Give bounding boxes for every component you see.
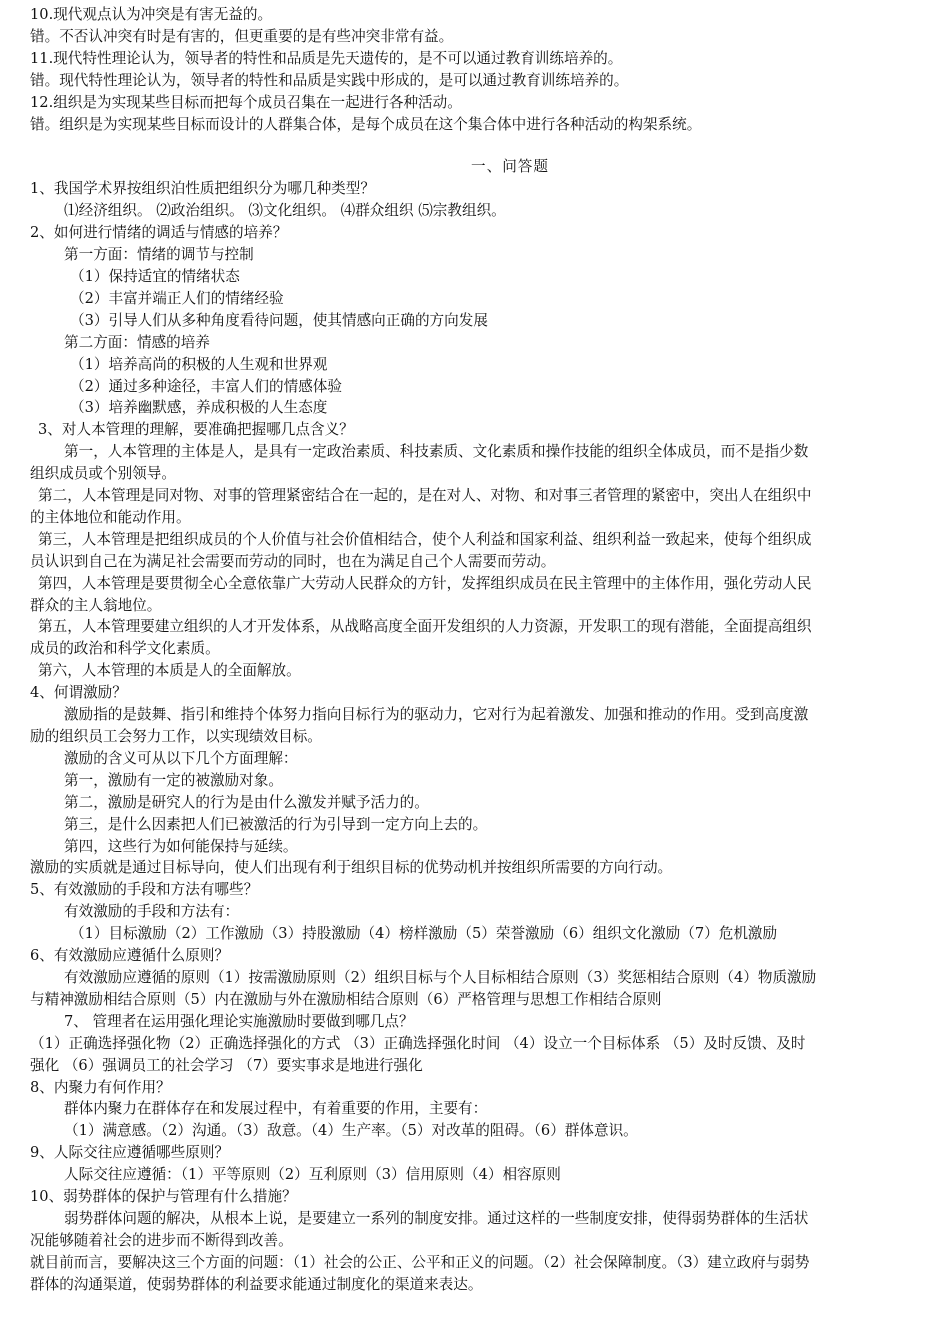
q8-title: 8、内聚力有何作用？ [30, 1078, 171, 1096]
q4-item: 第二，激励是研究人的行为是由什么激发并赋予活力的。 [64, 793, 429, 811]
q3-point-6: 第六，人本管理的本质是人的全面解放。 [38, 662, 301, 680]
q3-point-3-cont: 员认识到自己在为满足社会需要而劳动的同时，也在为满足自己个人需要而劳动。 [30, 552, 556, 570]
q4-item: 第一，激励有一定的被激励对象。 [64, 771, 283, 789]
q4-definition-cont: 励的组织员工会努力工作，以实现绩效目标。 [30, 728, 322, 745]
q2-part2: 第二方面：情感的培养 [64, 333, 210, 351]
tf-answer-12: 错。组织是为实现某些目标而设计的人群集合体，是每个成员在这个集合体中进行各种活动的构架系统。 [30, 115, 702, 133]
q7-title: 7、 管理者在运用强化理论实施激励时要做到哪几点？ [64, 1012, 414, 1030]
q4-item: 第四，这些行为如何能保持与延续。 [64, 837, 298, 855]
q10-title: 10、弱势群体的保护与管理有什么措施？ [30, 1188, 297, 1206]
q4-definition: 激励指的是鼓舞、指引和维持个体努力指向目标行为的驱动力，它对行为起着激发、加强和推动的作用。受到高度激 [64, 706, 809, 724]
q6-answer: 有效激励应遵循的原则（1）按需激励原则（2）组织目标与个人目标相结合原则（3）奖惩相结合原则（4）物质激励 [64, 968, 817, 986]
q10-para-2-cont: 群体的沟通渠道，使弱势群体的利益要求能通过制度化的渠道来表达。 [30, 1275, 483, 1293]
q9-answer: 人际交往应遵循：（1）平等原则（2）互利原则（3）信用原则（4）相容原则 [64, 1166, 561, 1184]
tf-answer-11: 错。现代特性理论认为，领导者的特性和品质是实践中形成的，是可以通过教育训练培养的。 [30, 71, 629, 89]
q3-point-5: 第五，人本管理要建立组织的人才开发体系，从战略高度全面开发组织的人力资源，开发职工的现有潜能，全面提高组织 [38, 618, 812, 636]
q2-part1-item: （3）引导人们从多种角度看待问题，使其情感向正确的方向发展 [70, 311, 488, 329]
q2-title: 2、如何进行情绪的调适与情感的培养？ [30, 224, 288, 242]
q5-list: （1）目标激励（2）工作激励（3）持股激励（4）榜样激励（5）荣誉激励（6）组织文化激励（7）危机激励 [70, 925, 778, 943]
q3-point-1: 第一，人本管理的主体是人，是具有一定政治素质、科技素质、文化素质和操作技能的组织全体成员，而不是指少数 [64, 443, 809, 461]
q4-essence: 激励的实质就是通过目标导向，使人们出现有利于组织目标的优势动机并按组织所需要的方向行动。 [30, 859, 673, 877]
tf-question-11: 11.现代特性理论认为，领导者的特性和品质是先天遗传的，是不可以通过教育训练培养的。 [30, 49, 623, 67]
q5-intro: 有效激励的手段和方法有： [64, 903, 240, 921]
q3-point-5-cont: 成员的政治和科学文化素质。 [30, 640, 220, 658]
q9-title: 9、人际交往应遵循哪些原则？ [30, 1144, 230, 1162]
q10-para-1-cont: 况能够随着社会的进步而不断得到改善。 [30, 1231, 293, 1249]
q4-intro: 激励的含义可从以下几个方面理解： [64, 749, 298, 767]
q10-para-2: 就目前而言，要解决这三个方面的问题：（1）社会的公正、公平和正义的问题。（2）社会保障制度。（3）建立政府与弱势 [30, 1253, 810, 1271]
q2-part2-item: （1）培养高尚的积极的人生观和世界观 [70, 355, 328, 373]
q3-point-3: 第三，人本管理是把组织成员的个人价值与社会价值相结合，使个人利益和国家利益、组织利益一致起来，使每个组织成 [38, 530, 812, 548]
q2-part2-item: （2）通过多种途径，丰富人们的情感体验 [70, 377, 342, 395]
q3-point-2: 第二，人本管理是同对物、对事的管理紧密结合在一起的，是在对人、对物、和对事三者管理的紧密中，突出人在组织中 [38, 487, 812, 505]
tf-question-12: 12.组织是为实现某些目标而把每个成员召集在一起进行各种活动。 [30, 93, 462, 111]
q6-title: 6、有效激励应遵循什么原则？ [30, 947, 230, 965]
true-false-section [30, 4, 930, 135]
tf-answer-10: 错。不否认冲突有时是有害的，但更重要的是有些冲突非常有益。 [30, 27, 454, 45]
q2-part2-item: （3）培养幽默感，养成积极的人生态度 [70, 399, 328, 417]
q3-point-2-cont: 的主体地位和能动作用。 [30, 508, 191, 526]
q10-para-1: 弱势群体问题的解决，从根本上说，是要建立一系列的制度安排。通过这样的一些制度安排，使得弱势群体的生活状 [64, 1209, 809, 1227]
q4-title: 4、何谓激励？ [30, 684, 127, 702]
q3-point-4: 第四，人本管理是要贯彻全心全意依靠广大劳动人民群众的方针，发挥组织成员在民主管理中的主体作用，强化劳动人民 [38, 574, 812, 592]
q8-intro: 群体内聚力在群体存在和发展过程中，有着重要的作用，主要有： [64, 1100, 488, 1118]
q2-part1-item: （1）保持适宜的情绪状态 [70, 267, 240, 285]
q1-answer: ⑴经济组织。 ⑵政治组织。 ⑶文化组织。 ⑷群众组织 ⑸宗教组织。 [64, 202, 506, 220]
q1-title: 1、我国学术界按组织泊性质把组织分为哪几种类型？ [30, 180, 375, 198]
q3-title: 3、对人本管理的理解，要准确把握哪几点含义？ [38, 421, 354, 439]
q7-answer-cont: 强化 （6）强调员工的社会学习 （7）要实事求是地进行强化 [30, 1056, 423, 1074]
q6-answer-cont: 与精神激励相结合原则（5）内在激励与外在激励相结合原则（6）严格管理与思想工作相结合原则 [30, 990, 662, 1008]
q2-part1-item: （2）丰富并端正人们的情绪经验 [70, 289, 284, 307]
q2-part1: 第一方面：情绪的调节与控制 [64, 246, 254, 264]
q8-list: （1）满意感。（2）沟通。（3）敌意。（4）生产率。（5）对改革的阻碍。（6）群体意识。 [64, 1122, 638, 1140]
q4-item: 第三，是什么因素把人们已被激活的行为引导到一定方向上去的。 [64, 815, 488, 833]
q7-answer: （1）正确选择强化物（2）正确选择强化的方式 （3）正确选择强化时间 （4）设立一个目标体系 （5）及时反馈、及时 [30, 1034, 806, 1052]
q3-point-1-cont: 组织成员或个别领导。 [30, 465, 176, 483]
section-title: 一、问答题 [471, 158, 549, 176]
q3-point-4-cont: 群众的主人翁地位。 [30, 596, 162, 614]
q5-title: 5、有效激励的手段和方法有哪些？ [30, 881, 259, 899]
tf-question-10: 10.现代观点认为冲突是有害无益的。 [30, 6, 273, 23]
